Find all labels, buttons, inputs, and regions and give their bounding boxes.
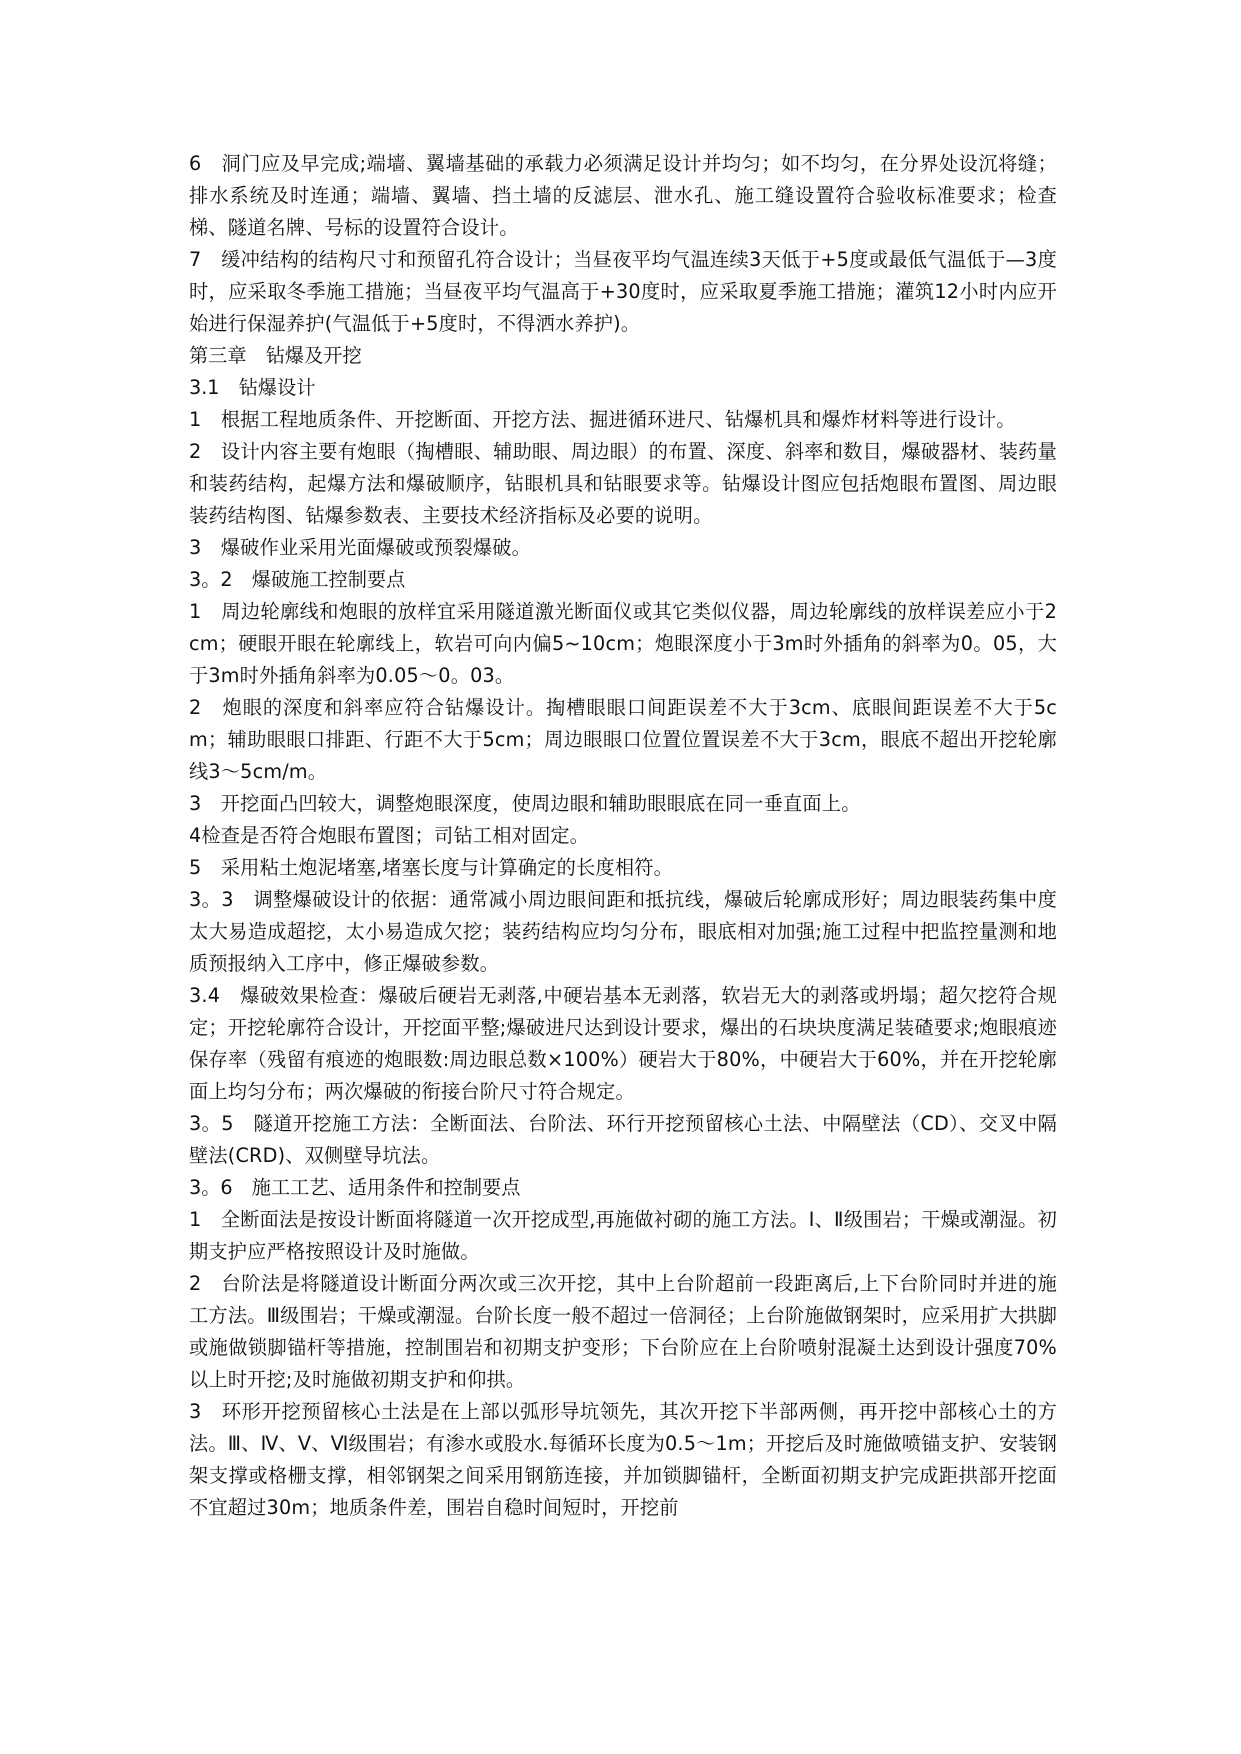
paragraph-3-2-item-2: 2 炮眼的深度和斜率应符合钻爆设计。掏槽眼眼口间距误差不大于3cm、底眼间距误差不大于5cm；辅助眼眼口排距、行距不大于5cm；周边眼眼口位置位置误差不大于3cm，眼底不超出开挖轮廓线3～5cm/m。	[189, 696, 1057, 783]
paragraph-3-4: 3.4 爆破效果检查：爆破后硬岩无剥落,中硬岩基本无剥落，软岩无大的剥落或坍塌；超欠挖符合规定；开挖轮廓符合设计，开挖面平整;爆破进尺达到设计要求，爆出的石块块度满足装碴要求;炮眼痕迹保存率（残留有痕迹的炮眼数:周边眼总数×100%）硬岩大于80%，中硬岩大于60%，并在开挖轮廓面上均匀分布；两次爆破的衔接台阶尺寸符合规定。	[189, 984, 1057, 1103]
paragraph-3-2-item-5: 5 采用粘土炮泥堵塞,堵塞长度与计算确定的长度相符。	[189, 856, 674, 879]
paragraph-3-6-item-1: 1 全断面法是按设计断面将隧道一次开挖成型,再施做衬砌的施工方法。Ⅰ、Ⅱ级围岩；干燥或潮湿。初期支护应严格按照设计及时施做。	[189, 1208, 1057, 1263]
paragraph-3-1-item-2: 2 设计内容主要有炮眼（掏槽眼、辅助眼、周边眼）的布置、深度、斜率和数目，爆破器材、装药量和装药结构，起爆方法和爆破顺序，钻眼机具和钻眼要求等。钻爆设计图应包括炮眼布置图、周边眼装药结构图、钻爆参数表、主要技术经济指标及必要的说明。	[189, 440, 1057, 527]
section-heading-3-2: 3。2 爆破施工控制要点	[189, 568, 406, 591]
paragraph-3-2-item-1: 1 周边轮廓线和炮眼的放样宜采用隧道激光断面仪或其它类似仪器，周边轮廓线的放样误差应小于2cm；硬眼开眼在轮廓线上，软岩可向内偏5~10cm；炮眼深度小于3m时外插角的斜率为0。05，大于3m时外插角斜率为0.05～0。03。	[189, 600, 1057, 687]
paragraph-6-portal: 6 洞门应及早完成;端墙、翼墙基础的承载力必须满足设计并均匀；如不均匀，在分界处设沉将缝；排水系统及时连通；端墙、翼墙、挡土墙的反滤层、泄水孔、施工缝设置符合验收标准要求；检查梯、隧道名牌、号标的设置符合设计。	[189, 152, 1057, 239]
paragraph-3-1-item-1: 1 根据工程地质条件、开挖断面、开挖方法、掘进循环进尺、钻爆机具和爆炸材料等进行设计。	[189, 408, 1016, 431]
chapter-title: 第三章 钻爆及开挖	[189, 344, 362, 367]
section-heading-3-6: 3。6 施工工艺、适用条件和控制要点	[189, 1176, 521, 1199]
section-heading-3-1: 3.1 钻爆设计	[189, 376, 316, 399]
paragraph-3-1-item-3: 3 爆破作业采用光面爆破或预裂爆破。	[189, 536, 531, 559]
paragraph-3-2-item-3: 3 开挖面凸凹较大，调整炮眼深度，使周边眼和辅助眼眼底在同一垂直面上。	[189, 792, 861, 815]
paragraph-7-buffer-structure: 7 缓冲结构的结构尺寸和预留孔符合设计；当昼夜平均气温连续3天低于+5度或最低气温低于—3度时，应采取冬季施工措施；当昼夜平均气温高于+30度时，应采取夏季施工措施；灌筑12小时内应开始进行保湿养护(气温低于+5度时，不得洒水养护)。	[189, 248, 1057, 335]
paragraph-3-2-item-4: 4检查是否符合炮眼布置图；司钻工相对固定。	[189, 824, 590, 847]
paragraph-3-6-item-3: 3 环形开挖预留核心土法是在上部以弧形导坑领先，其次开挖下半部两侧，再开挖中部核心土的方法。Ⅲ、Ⅳ、Ⅴ、Ⅵ级围岩；有渗水或股水.每循环长度为0.5～1m；开挖后及时施做喷锚支护、安装钢架支撑或格栅支撑，相邻钢架之间采用钢筋连接，并加锁脚锚杆，全断面初期支护完成距拱部开挖面不宜超过30m；地质条件差，围岩自稳时间短时，开挖前	[189, 1400, 1057, 1519]
paragraph-3-6-item-2: 2 台阶法是将隧道设计断面分两次或三次开挖，其中上台阶超前一段距离后,上下台阶同时并进的施工方法。Ⅲ级围岩；干燥或潮湿。台阶长度一般不超过一倍洞径；上台阶施做钢架时，应采用扩大拱脚或施做锁脚锚杆等措施，控制围岩和初期支护变形；下台阶应在上台阶喷射混凝土达到设计强度70%以上时开挖;及时施做初期支护和仰拱。	[189, 1272, 1057, 1391]
document-page	[189, 148, 1057, 1524]
paragraph-3-3: 3。3 调整爆破设计的依据：通常减小周边眼间距和抵抗线，爆破后轮廓成形好；周边眼装药集中度太大易造成超挖，太小易造成欠挖；装药结构应均匀分布，眼底相对加强;施工过程中把监控量测和地质预报纳入工序中，修正爆破参数。	[189, 888, 1057, 975]
paragraph-3-5: 3。5 隧道开挖施工方法：全断面法、台阶法、环行开挖预留核心土法、中隔壁法（CD）、交叉中隔壁法(CRD)、双侧壁导坑法。	[189, 1112, 1057, 1167]
